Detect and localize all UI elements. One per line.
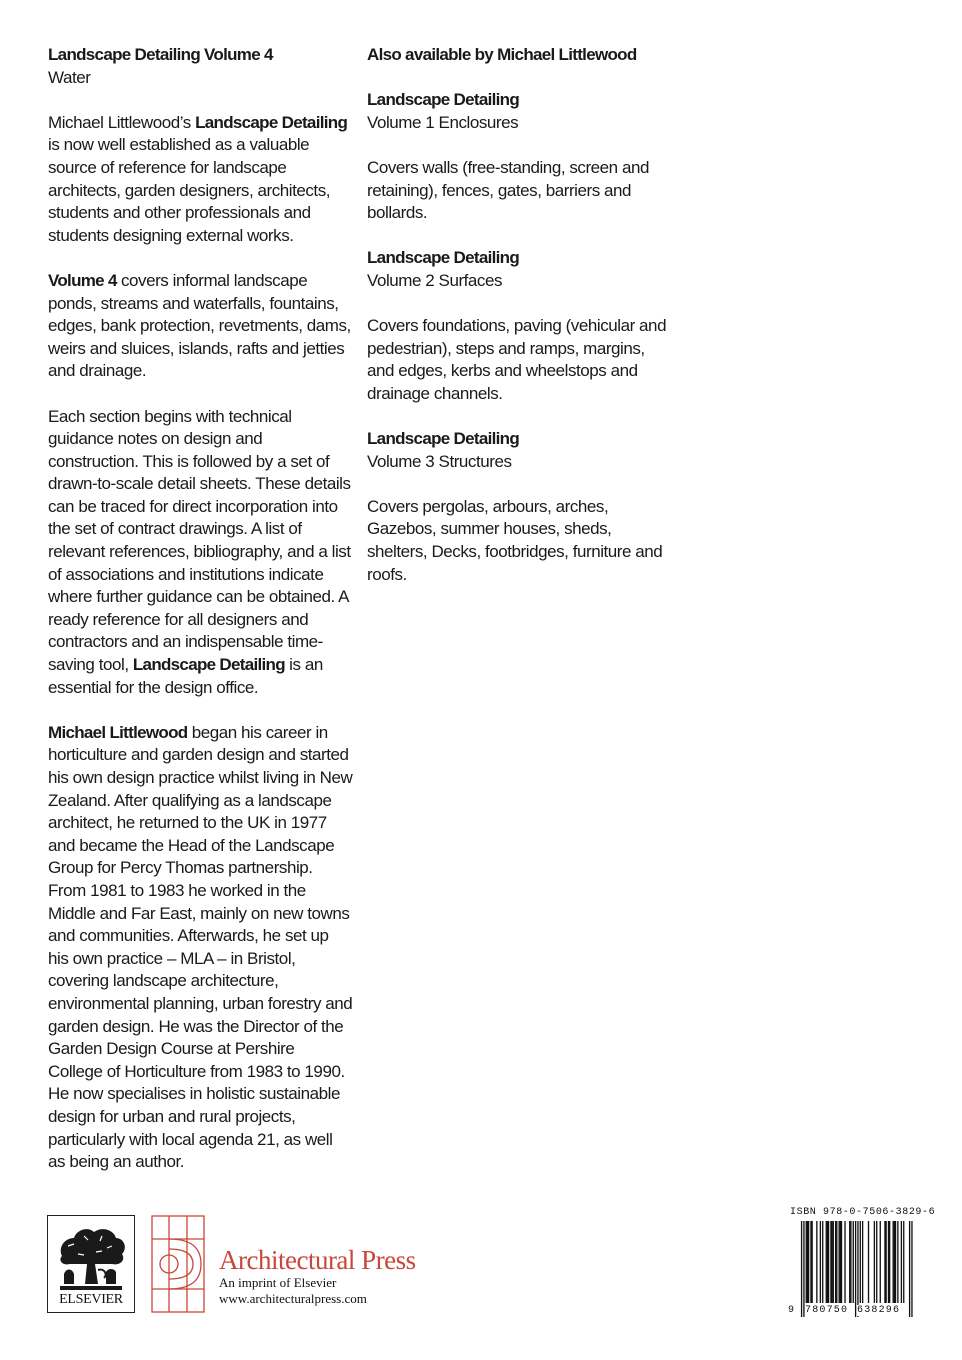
publisher-block <box>219 1245 416 1307</box>
imprint-line: An imprint of Elsevier <box>219 1275 337 1290</box>
author-bio-paragraph: Michael Littlewood began his career in horticulture and garden design and started his own design practice whilst living in New Zealand. After qualifying as a landscape architect, he returned to the UK in 1977 and became the Head of the Landscape Group for Percy Thomas partnership. From 1981 to 1983 he worked in the Middle and Far East, mainly on new towns and communities. Afterwards, he set up his own practice – MLA – in Bristol, covering landscape architecture, environmental planning, urban forestry and garden design. He was the Director of the Garden Design Course at Pershire College of Horticulture from 1983 to 1990. He now specialises in holistic sustainable design for urban and rural projects, particularly with local agenda 21, as well as being an author. <box>48 722 353 1172</box>
barcode-bar <box>803 1221 804 1317</box>
barcode-bar <box>889 1221 890 1303</box>
intro-paragraph: Michael Littlewood’s Landscape Detailing is now well established as a valuable source of reference for landscape architects, garden designers, architects, students and other professionals and students designing external works. <box>48 112 348 245</box>
elsevier-wordmark: ELSEVIER <box>59 1292 123 1307</box>
barcode-bar <box>839 1221 840 1303</box>
also-available-heading: Also available by Michael Littlewood <box>367 45 637 64</box>
barcode-first-digit: 9 <box>788 1305 795 1316</box>
barcode-bar <box>833 1221 834 1303</box>
isbn-barcode <box>788 1221 916 1317</box>
barcode-bar <box>862 1221 863 1303</box>
barcode-bar <box>911 1221 912 1317</box>
barcode-bar <box>810 1221 811 1303</box>
barcode-bar <box>827 1221 828 1303</box>
barcode-bar <box>822 1221 823 1303</box>
barcode-bar <box>868 1221 869 1303</box>
barcode-bar <box>901 1221 902 1303</box>
book-entry-heading <box>367 89 667 134</box>
barcode-bar <box>835 1221 836 1303</box>
book-volume: Volume 3 Structures <box>367 451 512 471</box>
barcode-bar <box>903 1221 904 1303</box>
barcode-left-digits: 780750 <box>805 1305 851 1316</box>
book-title-block <box>48 44 353 89</box>
barcode-bar <box>880 1221 881 1303</box>
barcode-right-digits: 638296 <box>857 1305 903 1316</box>
barcode-bar <box>853 1221 854 1303</box>
right-column <box>367 44 667 609</box>
elsevier-logo <box>47 1215 135 1313</box>
barcode-bar <box>888 1221 889 1303</box>
barcode-bar <box>828 1221 829 1303</box>
left-column <box>48 44 353 1196</box>
book-subtitle: Water <box>48 67 91 87</box>
barcode-bar <box>884 1221 885 1303</box>
barcode-bar <box>806 1221 807 1303</box>
barcode-bar <box>816 1221 817 1303</box>
barcode-bar <box>811 1221 812 1303</box>
barcode-bar <box>820 1221 821 1303</box>
publisher-website: www.architecturalpress.com <box>219 1291 367 1306</box>
barcode-bar <box>909 1221 910 1317</box>
barcode-bar <box>855 1221 856 1317</box>
architectural-press-logo-icon <box>151 1215 205 1313</box>
publisher-name: Architectural Press <box>219 1245 416 1275</box>
book-volume: Volume 1 Enclosures <box>367 112 519 132</box>
section-paragraph: Each section begins with technical guidance notes on design and construction. This is followed by a set of drawn-to-scale detail sheets. These details can be traced for direct incorporation into the set of contract drawings. A list of relevant references, bibliography, and a list of associations and institutions indicate where further guidance can be obtained. A ready reference for all designers and contractors and an indispensable time-saving tool, Landscape Detailing is an essential for the design office. <box>48 406 351 697</box>
book-description: Covers foundations, paving (vehicular and pedestrian), steps and ramps, margins, and edges, kerbs and wheelstops and drainage channels. <box>367 316 667 403</box>
book-volume: Volume 2 Surfaces <box>367 270 503 290</box>
barcode-bar <box>826 1221 827 1303</box>
barcode-bar <box>893 1221 894 1303</box>
barcode-bar <box>849 1221 850 1303</box>
volume-paragraph: Volume 4 covers informal landscape ponds, streams and waterfalls, fountains, edges, bank protection, revetments, dams, weirs and sluices, islands, rafts and jetties and drainage. <box>48 270 351 381</box>
barcode-bar <box>831 1221 832 1303</box>
barcode-bar <box>876 1221 877 1303</box>
barcode-bar <box>844 1221 845 1303</box>
book-entry-heading <box>367 428 667 473</box>
book-description: Covers pergolas, arbours, arches, Gazebos, summer houses, sheds, shelters, Decks, footbridges, furniture and roofs. <box>367 496 663 584</box>
book-series: Landscape Detailing <box>367 90 520 110</box>
barcode-bar <box>894 1221 895 1303</box>
barcode-bar <box>841 1221 842 1303</box>
barcode-bar <box>801 1221 802 1317</box>
barcode-bar <box>850 1221 851 1303</box>
elsevier-tree-icon <box>54 1222 128 1292</box>
barcode-bar <box>885 1221 886 1303</box>
book-series: Landscape Detailing <box>367 248 520 268</box>
book-description: Covers walls (free-standing, screen and retaining), fences, gates, barriers and bollards. <box>367 157 649 223</box>
barcode-bar <box>895 1221 896 1303</box>
barcode-bar <box>807 1221 808 1303</box>
barcode-digits <box>788 1305 916 1317</box>
barcode-bar <box>857 1221 858 1317</box>
barcode-bar <box>830 1221 831 1303</box>
barcode-bar <box>808 1221 809 1303</box>
barcode-bar <box>840 1221 841 1303</box>
isbn-label: ISBN 978-0-7506-3829-6 <box>790 1207 936 1218</box>
barcode-bar <box>874 1221 875 1303</box>
book-entry-heading <box>367 247 667 292</box>
book-title: Landscape Detailing Volume 4 <box>48 45 273 64</box>
barcode-bar <box>836 1221 837 1303</box>
book-series: Landscape Detailing <box>367 429 520 449</box>
barcode-bar <box>897 1221 898 1303</box>
barcode-bar <box>860 1221 861 1303</box>
